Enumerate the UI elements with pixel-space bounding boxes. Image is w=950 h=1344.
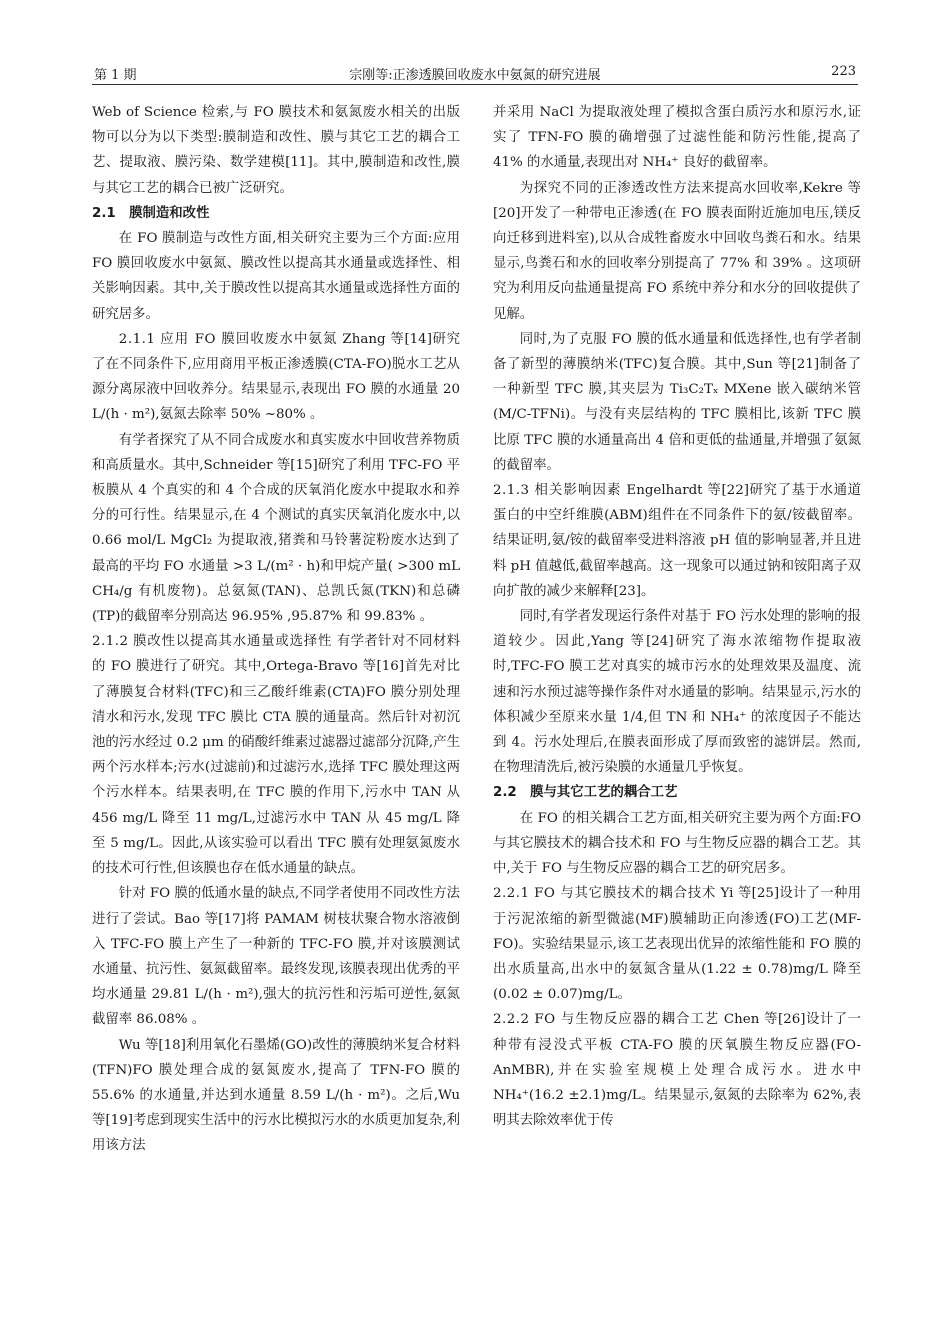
- running-title: 宗刚等:正渗透膜回收废水中氨氮的研究进展: [349, 68, 601, 83]
- subsection-title: FO 与其它膜技术的耦合技术: [534, 886, 717, 902]
- subsection-title: 应用 FO 膜回收废水中氨氮: [160, 331, 338, 347]
- paragraph: Web of Science 检索,与 FO 膜技术和氨氮废水相关的出版物可以分为以下类型:膜制造和改性、膜与其它工艺的耦合工艺、提取液、膜污染、数学建模[11]。其中,膜制造和改性,膜与其它工艺的耦合已被广泛研究。: [92, 105, 460, 196]
- section-heading-2-2: 2.2 膜与其它工艺的耦合工艺: [493, 785, 678, 801]
- subsection-2-1-2-paragraph: [92, 629, 460, 881]
- subsection-title: 相关影响因素: [534, 483, 622, 499]
- subsection-number: 2.1.1: [118, 331, 156, 347]
- paragraph: 有学者探究了从不同合成废水和真实废水中回收营养物质和高质量水。其中,Schneider 等[15]研究了利用 TFC-FO 平板膜从 4 个真实的和 4 个合成的厌氧消化废水中提取水和养分的可行性。结果显示,在 4 个测试的真实厌氧消化废水中,以 0.66 mol/L MgCl₂ 为提取液,猪粪和马铃薯淀粉废水达到了最高的平均 FO 水通量 >3 L/(m² · h)和甲烷产量( >300 mL CH₄/g 有机废物)。总氨氮(TAN)、总凯氏氮(TKN)和总磷(TP)的截留率分别高达 96.95% ,95.87% 和 99.83% 。: [92, 432, 460, 625]
- paragraph: 同时,为了克服 FO 膜的低水通量和低选择性,也有学者制备了新型的薄膜纳米(TFC)复合膜。其中,Sun 等[21]制备了一种新型 TFC 膜,其夹层为 Ti₃C₂Tₓ MXene 嵌入碳纳米管(M/C-TFNi)。与没有夹层结构的 TFC 膜相比,该新 TFC 膜比原 TFC 膜的水通量高出 4 倍和更低的盐通量,并增强了氨氮的截留率。: [493, 331, 861, 473]
- paragraph: 为探究不同的正渗透改性方法来提高水回收率,Kekre 等[20]开发了一种带电正渗透(在 FO 膜表面附近施加电压,镁反向迁移到进料室),以从合成牲畜废水中回收鸟粪石和水。结果显示,鸟粪石和水的回收率分别提高了 77% 和 39% 。这项研究为利用反向盐通量提高 FO 系统中养分和水分的回收提供了见解。: [493, 180, 861, 322]
- paragraph: 在 FO 的相关耦合工艺方面,相关研究主要为两个方面:FO 与其它膜技术的耦合技术和 FO 与生物反应器的耦合工艺。其中,关于 FO 与生物反应器的耦合工艺的研究居多。: [493, 810, 861, 877]
- paragraph-text: Chen 等[26]设计了一种带有浸没式平板 CTA-FO 膜的厌氧膜生物反应器(FO-AnMBR),并在实验室规模上处理合成污水。进水中 NH₄⁺(16.2 ±2.1)mg/L。结果显示,氨氮的去除率为 62%,表明其去除效率优于传: [493, 1012, 862, 1129]
- left-column: [92, 100, 460, 1159]
- subsection-2-2-1-paragraph: [493, 881, 861, 1007]
- paragraph: Wu 等[18]利用氧化石墨烯(GO)改性的薄膜纳米复合材料(TFN)FO 膜处理合成的氨氮废水,提高了 TFN-FO 膜的 55.6% 的水通量,并达到水通量 8.59 L/(h · m²)。之后,Wu 等[19]考虑到现实生活中的污水比模拟污水的水质更加复杂,利用该方法: [92, 1037, 460, 1154]
- page-number: 223: [831, 64, 856, 79]
- paragraph-text: Engelhardt 等[22]研究了基于水通道蛋白的中空纤维膜(ABM)组件在不同条件下的氨/铵截留率。结果证明,氨/铵的截留率受进料溶液 pH 值的影响显著,并且进料 pH 值越低,截留率越高。这一现象可以通过钠和铵阳离子双向扩散的减少来解释[23]。: [493, 483, 862, 599]
- paragraph: 在 FO 膜制造与改性方面,相关研究主要为三个方面:应用 FO 膜回收废水中氨氮、膜改性以提高其水通量或选择性、相关影响因素。其中,关于膜改性以提高其水通量或选择性方面的研究居多。: [92, 231, 460, 322]
- paragraph: 并采用 NaCl 为提取液处理了模拟含蛋白质污水和原污水,证实了 TFN-FO 膜的确增强了过滤性能和防污性能,提高了 41% 的水通量,表现出对 NH₄⁺ 良好的截留率。: [493, 105, 861, 171]
- subsection-title: FO 与生物反应器的耦合工艺: [534, 1012, 720, 1028]
- paragraph: 同时,有学者发现运行条件对基于 FO 污水处理的影响的报道较少。因此,Yang 等[24]研究了海水浓缩物作提取液时,TFC-FO 膜工艺对真实的城市污水的处理效果及温度、流速和污水预过滤等操作条件对水通量的影响。结果显示,污水的体积减少至原来水量 1/4,但 TN 和 NH₄⁺ 的浓度因子不能达到 4。污水处理后,在膜表面形成了厚而致密的滤饼层。然而,在物理清洗后,被污染膜的水通量几乎恢复。: [493, 609, 861, 776]
- paragraph: 针对 FO 膜的低通水量的缺点,不同学者使用不同改性方法进行了尝试。Bao 等[17]将 PAMAM 树枝状聚合物水溶液倒入 TFC-FO 膜上产生了一种新的 TFC-FO 膜,并对该膜测试水通量、抗污性、氨氮截留率。最终发现,该膜表现出优秀的平均水通量 29.81 L/(h · m²),强大的抗污性和污垢可逆性,氨氮截留率 86.08% 。: [92, 886, 460, 1028]
- subsection-2-1-3-paragraph: [493, 478, 861, 604]
- subsection-number: 2.1.2: [92, 634, 129, 650]
- issue-number: 第 1 期: [94, 68, 137, 83]
- running-header: [92, 62, 858, 85]
- subsection-number: 2.2.1: [493, 886, 530, 902]
- subsection-number: 2.2.2: [493, 1012, 530, 1028]
- paragraph-text: Zhang 等[14]研究了在不同条件下,应用商用平板正渗透膜(CTA-FO)脱水工艺从源分离尿液中回收养分。结果显示,表现出 FO 膜的水通量 20 L/(h · m²),氨氮去除率 50% ~80% 。: [92, 331, 460, 423]
- subsection-number: 2.1.3: [493, 483, 530, 499]
- paragraph-text: Yi 等[25]设计了一种用于污泥浓缩的新型微滤(MF)膜辅助正向渗透(FO)工艺(MF-FO)。实验结果显示,该工艺表现出优异的浓缩性能和 FO 膜的出水质量高,出水中的氨氮含量从(1.22 ± 0.78)mg/L 降至(0.02 ± 0.07)mg/L。: [493, 886, 861, 1003]
- paragraph-text: 有学者针对不同材料的 FO 膜进行了研究。其中,Ortega-Bravo 等[16]首先对比了薄膜复合材料(TFC)和三乙酸纤维素(CTA)FO 膜分别处理清水和污水,发现 TFC 膜比 CTA 膜的通量高。然后针对初沉池的污水经过 0.2 μm 的硝酸纤维素过滤器过滤部分沉降,产生两个污水样本;污水(过滤前)和过滤污水,选择 TFC 膜处理这两个污水样本。结果表明,在 TFC 膜的作用下,污水中 TAN 从 456 mg/L 降至 11 mg/L,过滤污水中 TAN 从 45 mg/L 降至 5 mg/L。因此,从该实验可以看出 TFC 膜有处理氨氮废水的技术可行性,但该膜也存在低水通量的缺点。: [92, 634, 461, 877]
- right-column: [493, 100, 861, 1133]
- subsection-title: 膜改性以提高其水通量或选择性: [133, 634, 333, 650]
- subsection-2-1-1-paragraph: [92, 327, 460, 428]
- section-heading-2-1: 2.1 膜制造和改性: [92, 205, 210, 221]
- subsection-2-2-2-paragraph: [493, 1007, 861, 1133]
